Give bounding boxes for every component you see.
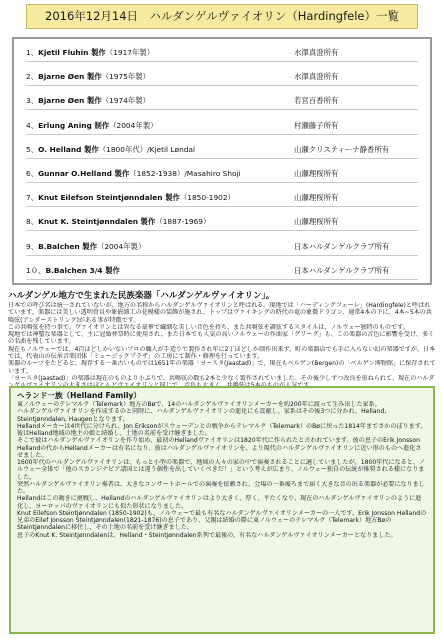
list-item-number: 2、 <box>26 72 39 82</box>
list-item <box>26 91 418 110</box>
history-paragraph: 現在もノルウェーでは、4百ほどしかいないプロの職人が手造りで製作され年に2丁ほどしか制作出来ず、町の楽器店でも手に入らない幻の楽器ですが、日本では、代表山の伝承音楽団体「ミュージックプラザ」の工房にて制作・修理を行っています。 <box>8 345 436 361</box>
list-item-maker <box>26 140 288 159</box>
history-paragraph: この共鳴弦を持つ事で、ヴァイオリンとは異なる豪華で繊細な美しい音色を持ち、また共鳴弦を調弦するスタイルは、ノルウェー独特のものです。 <box>8 323 409 331</box>
history-paragraph: 日本での呼び名は統一されていないが、地方の名称からハルダンゲルヴァイオリンと呼ばれる。現地では「ハーディングフェーレ」(Hardingfele)と呼ばれています。楽器には美しい透明骨貝や象嵌細工の花模様の装飾が施され、トップはヴァイキングの時代の竜の象徴ドラゴン。通常4本の下に、4本~5本の共鳴弦(アンダーストリング)がある事が特徴です。 <box>8 302 432 324</box>
list-item-detail: （1887-1969） <box>155 217 211 227</box>
list-item-maker-name: B.Balchen 製作 <box>38 241 97 251</box>
helland-paragraph: 東ノルウェーのテレマルク（Telemark）地方のBøで、14のハルダンゲルヴァイオリンメーカーを約200年に渡って生み出した家系。 <box>17 401 381 408</box>
list-item-owner: 日本ハルダンゲルクラブ所有 <box>294 265 390 275</box>
list-item-maker <box>26 91 288 110</box>
list-item <box>26 212 418 231</box>
list-item-maker <box>26 43 288 62</box>
list-item-number: 4、 <box>26 120 39 130</box>
list-item-maker-name: B.Balchen 3/4 製作 <box>45 265 120 275</box>
helland-paragraph: そこで彼はハルダンゲルヴァイオリンを作り始め、最初のHellandヴァイオリンは1820年代に作られたと言われています。彼の息子のErik Jonsson Hellandの代からHellandメーカーは有名になり、彼はハルダンゲルヴァイオリンを、より現代のハルダンゲルヴァイオリンに近い形のものへ進化させました。 <box>17 437 422 459</box>
list-item-number: 6、 <box>26 169 39 178</box>
list-item-owner: 山瀬理桜所有 <box>294 169 339 178</box>
list-item-maker <box>26 116 288 135</box>
list-item <box>26 140 418 159</box>
helland-family-heading: ヘランド一族（Helland Family） <box>17 391 142 400</box>
list-item-maker <box>26 212 288 231</box>
list-item-owner: 若宮百香所有 <box>294 96 339 106</box>
list-item-detail: （2004年製） <box>96 241 146 251</box>
page-title: 2016年12月14日 ハルダンゲルヴァイオリン（Hardingfele）一覧 <box>26 4 418 29</box>
list-item-number: 5、 <box>26 144 39 154</box>
list-item-maker-name: Kjetil Fluhin 製作 <box>38 48 106 57</box>
list-item-maker <box>26 261 288 280</box>
list-item-maker <box>26 67 288 86</box>
list-item-maker-name: Erlung Aning 制作 <box>38 120 110 130</box>
history-paragraph: 楽器のルーツをたどると、現存する一番古いものでは1651年の楽器「ヨースタ(Jaastad)」で、現在もベルゲン(Bergen)の「ベルゲン博物館」に保存されています。 <box>8 360 436 375</box>
list-item-detail: （1800年代）/Kjetil Løndal <box>98 144 196 154</box>
list-item <box>26 261 418 280</box>
list-item-detail: （1974年製） <box>101 96 151 106</box>
list-item-owner: 日本ハルダンゲルクラブ所有 <box>294 241 390 251</box>
list-item <box>26 67 418 86</box>
violin-list <box>12 37 432 285</box>
list-item-detail: （1917年製） <box>105 48 155 57</box>
list-item-number: 9、 <box>26 241 39 251</box>
list-item-maker-name: O. Helland 製作 <box>38 144 99 154</box>
list-item-owner: 山瀬理桜所有 <box>294 217 339 227</box>
section-history-heading: ハルダンゲル地方で生まれた民族楽器「ハルダンゲルヴァイオリン」。 <box>8 291 275 301</box>
list-item-number: 1、 <box>26 48 39 57</box>
helland-paragraph: Hellandはこの動きに挑戦し、Hellandのハルダンゲルヴァイオリンはより大きく、厚く、平たくなり、現在のハルダンゲルヴァイオリンのように進化し、ヨーロッパのヴァイオリンにも似た形状になりました。 <box>17 495 422 510</box>
list-item-number: 3、 <box>26 96 39 106</box>
list-item-owner: 水澤真澄所有 <box>294 48 339 57</box>
helland-paragraph: ハルダンゲルヴァイオリンを作成するのと同時に、ハルダンゲルヴァイオリンの進化にも貢献し、家系はその後3つに分かれ、Helland, Steintjønndalen, Haugenとなります。 <box>17 408 387 423</box>
list-item-detail: （2004年製） <box>109 120 158 130</box>
list-item-maker <box>26 237 288 256</box>
list-item-detail: （1852-1938）/Masahiro Shoji <box>129 169 241 178</box>
list-item-owner: 山瀬理桜所有 <box>294 193 339 203</box>
list-item-maker <box>26 164 288 183</box>
list-item-number: 1０、 <box>26 265 46 275</box>
list-item <box>26 188 418 207</box>
list-item-number: 8、 <box>26 217 39 227</box>
list-item <box>26 43 418 62</box>
list-item-owner: 山瀬クリスティーナ静香所有 <box>294 144 390 154</box>
section-history <box>8 291 436 390</box>
helland-paragraph: Hellandメーカーは4世代に分けられ、Jon Eriksonがスウェーデンとの戦争からテレマルク（Telemark）のBøに戻った1814年までさかのぼります。彼はHelland地域の地主の娘と結婚し、土地の名前を受け継ぎました。 <box>17 422 427 437</box>
list-item <box>26 237 418 256</box>
helland-paragraph: 突然ハルダンゲルヴァイオリン奏者は、大きなコンサートホールでの演奏を依頼され、会場の一番後ろまで届く大きな音の出る楽器が必要になりました。 <box>17 480 425 495</box>
list-item-maker-name: Knut Eilefson Steintjønndalen 製作 <box>38 193 180 203</box>
list-item-maker-name: Bjarne Øen 製作 <box>38 72 102 82</box>
section-helland-family <box>9 386 435 634</box>
list-item-maker-name: Gunnar O.Helland 製作 <box>38 169 130 178</box>
list-item-owner: 村瀬藤子所有 <box>294 120 339 130</box>
history-paragraph: 「ヨースタ(Jaastad)」の楽器は現在のものより小ぶりで、共鳴弦の数も2本と少なく製作されていました。その後少しずつ改良を重ねられて、現在のハルダ <box>8 374 435 382</box>
helland-paragraph: 1600年代のハルダンゲルヴァイオリンは、もっと小型の楽器で、地域の人々の家の中で演奏されることに適していましたが、1800年代になると、ノルウェー全体で「他のスカンジナビア諸国とは違う個性を出していくべきだ！」という考えが広まり、ノルウェー独自の伝統が推奨される様になりました。 <box>17 459 426 481</box>
list-item <box>26 116 418 135</box>
history-paragraph: 現地では神聖な楽器として、主に冠婚葬祭時に使用され、また日本でも人気の高いノルウェーの作曲家「グリーグ」も、この楽器の音色に影響を受け、多くの名曲を残しています。 <box>8 331 435 346</box>
helland-paragraph: Knut Eilefson Steintjønndalen (1850-1902)も、ノルウェーで最も有名なハルダンゲルヴァイオリンメーカーの一人です。Erik Jonsson Hellandの兄弟のEilef Jonsson Steintjønndalen(1821-1876)の息子であり、父親は結婚の際に東ノルウェーのテレマルク（Telemark）地方BøのSteintjønndalenに移住し、その土地の名前を受け継ぎました。 <box>17 509 427 532</box>
helland-paragraph: 息子のKnut K. Steintjønndalenは、Helland・Steintjønndalen系列で最後の、有名なハルダンゲルヴァイオリンメーカーとなりました。 <box>17 531 397 539</box>
list-item-detail: （1975年製） <box>101 72 151 82</box>
list-item-number: 7、 <box>26 193 39 203</box>
list-item <box>26 164 418 183</box>
list-item-detail: （1850-1902） <box>179 193 235 203</box>
list-item-maker-name: Bjarne Øen 製作 <box>38 96 102 106</box>
list-item-maker <box>26 188 288 207</box>
list-item-owner: 水澤真澄所有 <box>294 72 339 82</box>
list-item-maker-name: Knut K. Steintjønndalen 製作 <box>38 217 156 227</box>
